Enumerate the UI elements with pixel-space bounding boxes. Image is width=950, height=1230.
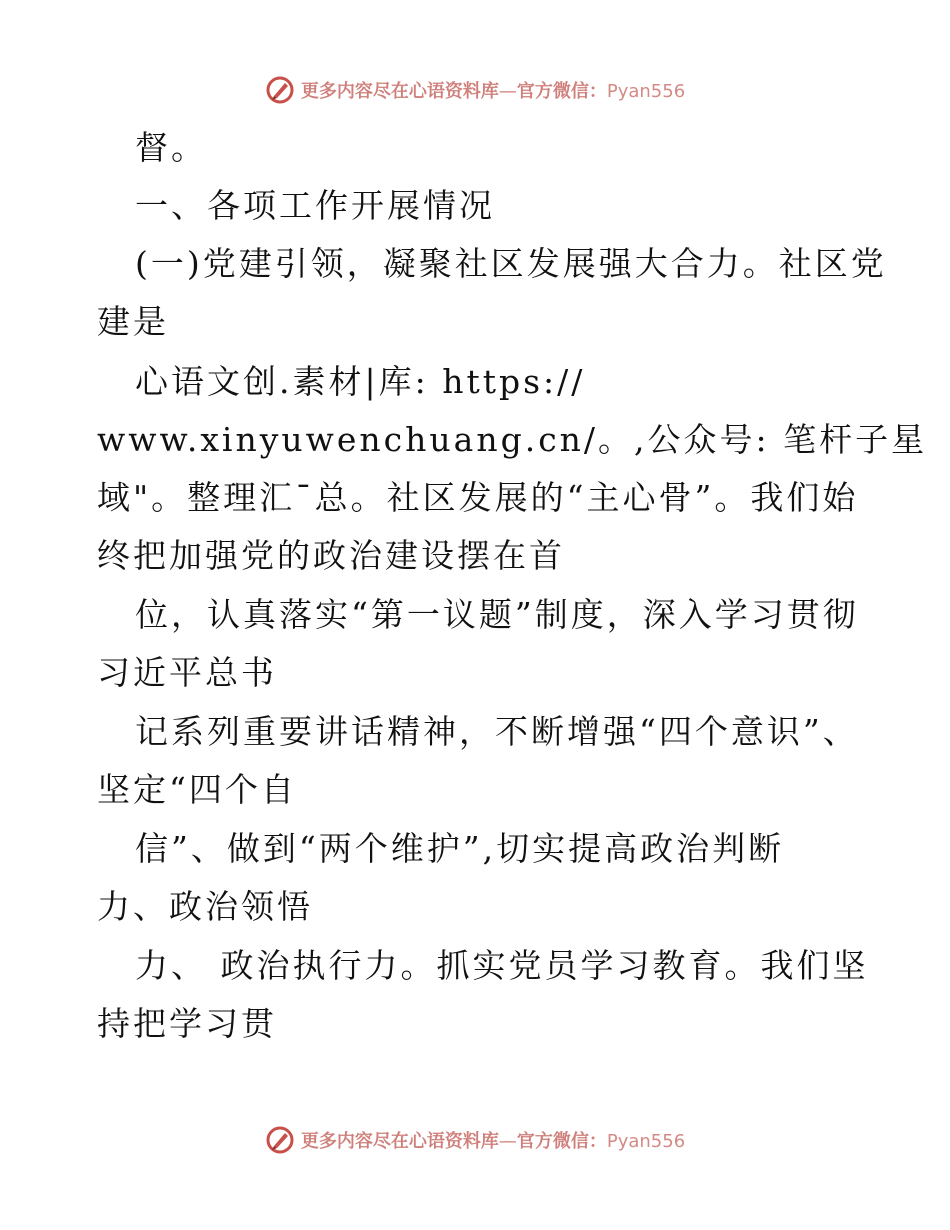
pen-circle-icon: [265, 75, 295, 105]
body-line: www.xinyuwenchuang.cn/。,公众号: 笔杆子星: [97, 420, 928, 459]
body-line: 位，认真落实“第一议题”制度，深入学习贯彻: [135, 595, 859, 634]
body-line: 域"。整理汇¯总。社区发展的“主心骨”。我们始: [97, 478, 859, 517]
body-line: 信”、做到“两个维护”,切实提高政治判断: [135, 829, 785, 868]
body-line: 力、政治领悟: [97, 887, 313, 926]
body-line: 建是: [97, 302, 169, 341]
watermark-text: 更多内容尽在心语资料库—官方微信：Pyan556: [300, 81, 686, 102]
section-heading: 一、各项工作开展情况: [135, 186, 495, 225]
body-line: 坚定“四个自: [97, 770, 297, 809]
body-line: 督。: [135, 128, 207, 167]
body-line: 力、 政治执行力。抓实党员学习教育。我们坚: [135, 946, 869, 985]
header-watermark: [0, 70, 950, 110]
body-line: 终把加强党的政治建设摆在首: [97, 536, 565, 575]
body-line: 习近平总书: [97, 653, 277, 692]
pen-circle-icon: [265, 1125, 295, 1155]
body-line: 记系列重要讲话精神，不断增强“四个意识”、: [135, 712, 859, 751]
watermark-text: 更多内容尽在心语资料库—官方微信：Pyan556: [300, 1131, 686, 1152]
footer-watermark: [0, 1120, 950, 1160]
body-line: (一)党建引领，凝聚社区发展强大合力。社区党: [135, 244, 887, 283]
body-line: 持把学习贯: [97, 1004, 277, 1043]
body-line: 心语文创.素材|库: https://: [135, 362, 586, 401]
